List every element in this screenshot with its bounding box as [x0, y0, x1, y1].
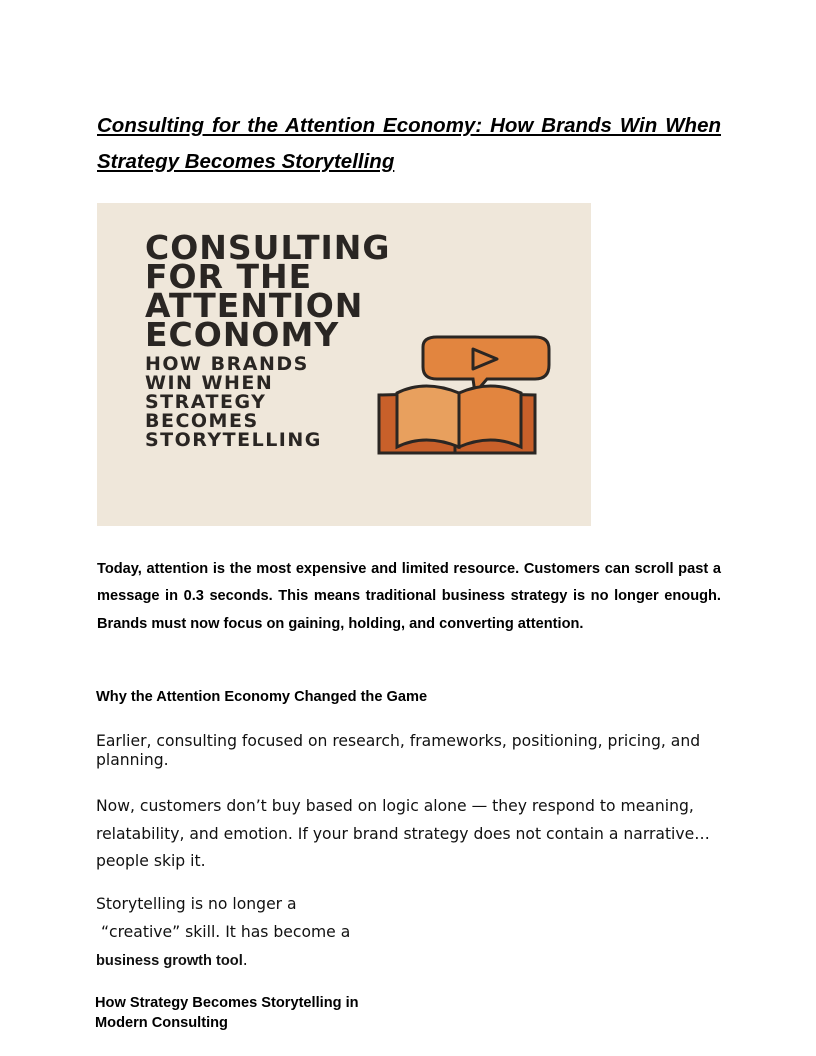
hero-subline: WIN WHEN: [145, 372, 274, 394]
body-paragraph: [96, 890, 396, 975]
paragraph-line: Storytelling is no longer a: [96, 895, 297, 913]
hero-subline: STORYTELLING: [145, 429, 322, 451]
hero-subline: STRATEGY: [145, 391, 267, 413]
page-title: Consulting for the Attention Economy: How Brands Win When Strategy Becomes Storytelling: [97, 114, 721, 173]
hero-line: ATTENTION: [145, 286, 364, 325]
section-heading: How Strategy Becomes Storytelling in Modern Consulting: [95, 995, 359, 1031]
hero-line: ECONOMY: [145, 315, 340, 354]
body-paragraph: Earlier, consulting focused on research, frameworks, positioning, pricing, and planning.: [96, 732, 701, 769]
hero-image: [97, 203, 591, 526]
hero-line: CONSULTING: [145, 228, 391, 267]
bold-phrase: business growth tool: [96, 953, 243, 969]
hero-illustration: [375, 335, 555, 455]
body-paragraph: Now, customers don’t buy based on logic alone — they respond to meaning, relatability, and emotion. If your brand strategy does not contain a narrative… people skip it.: [96, 797, 710, 870]
section-heading: Why the Attention Economy Changed the Game: [96, 689, 428, 705]
hero-line: FOR THE: [145, 257, 313, 296]
play-speech-bubble-icon: [423, 337, 549, 393]
punctuation: .: [242, 951, 248, 969]
hero-subline: HOW BRANDS: [145, 353, 309, 375]
paragraph-line: “creative” skill. It has become a: [96, 923, 351, 941]
open-book-icon: [379, 386, 535, 453]
hero-subline: BECOMES: [145, 410, 259, 432]
hero-text: [145, 228, 391, 451]
intro-paragraph: Today, attention is the most expensive and limited resource. Customers can scroll past a message in 0.3 seconds. This means traditional business strategy is no longer enough. Brands must now focus on gaining, holding, and converting attention.: [97, 561, 721, 632]
